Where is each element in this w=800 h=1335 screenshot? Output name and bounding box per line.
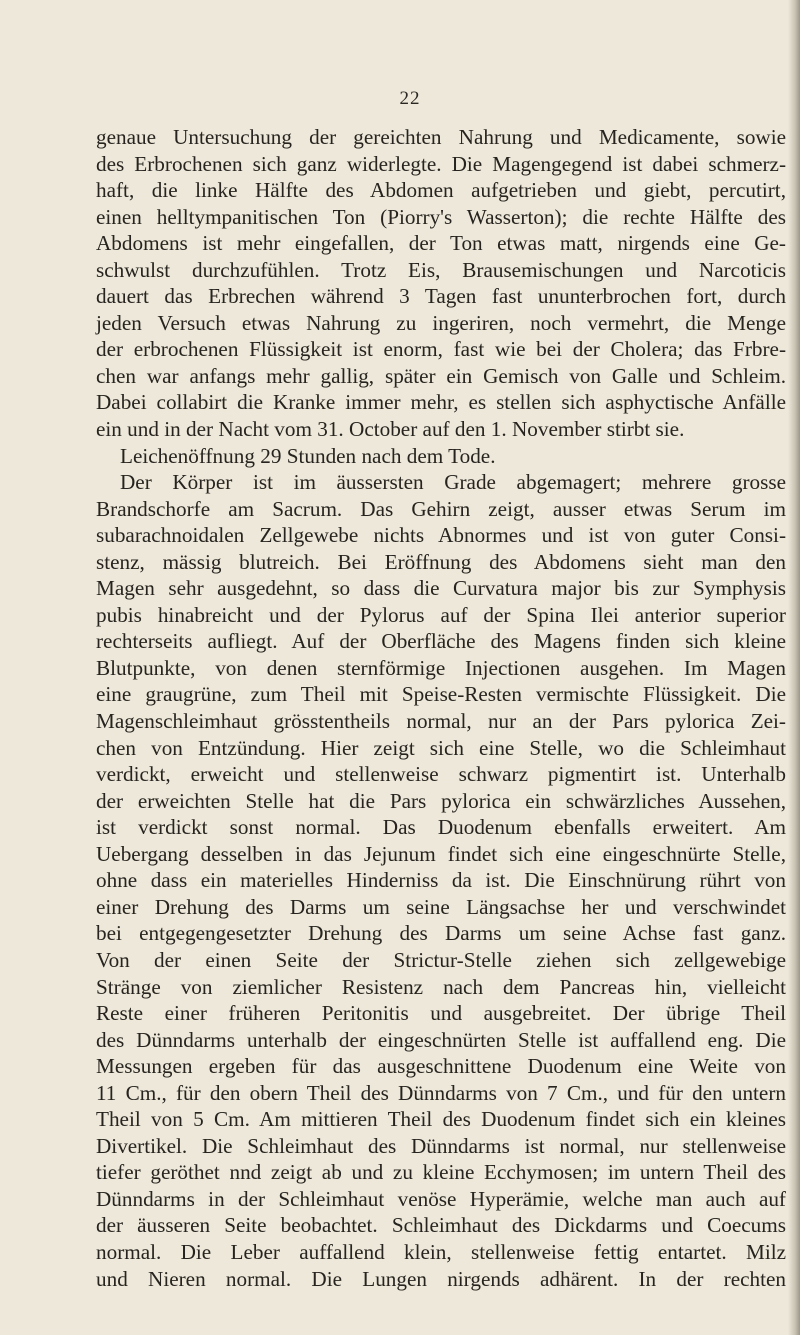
text-line: Stränge von ziemlicher Resistenz nach dem Pancreas hin, vielleicht [96,974,786,999]
text-line: chen war anfangs mehr gallig, später ein Gemisch von Galle und Schleim. [96,363,786,388]
text-line: Der Körper ist im äussersten Grade abgemagert; mehrere grosse [120,470,786,495]
text-line: ohne dass ein materielles Hinderniss da ist. Die Einschnürung rührt von [96,868,786,893]
text-line: der äusseren Seite beobachtet. Schleimhaut des Dickdarms und Coecums [96,1213,786,1238]
text-line: ein und in der Nacht vom 31. October auf den 1. November stirbt sie. [96,417,685,442]
text-line: stenz, mässig blutreich. Bei Eröffnung des Abdomens sieht man den [96,549,786,574]
text-line: Brandschorfe am Sacrum. Das Gehirn zeigt, ausser etwas Serum im [96,496,786,521]
section-heading: Leichenöffnung 29 Stunden nach dem Tode. [120,443,496,468]
text-line: Abdomens ist mehr eingefallen, der Ton etwas matt, nirgends eine Ge- [96,231,786,256]
text-line: schwulst durchzufühlen. Trotz Eis, Brausemischungen und Narcoticis [96,257,786,282]
page-edge-shadow [788,0,800,1335]
text-line: Magen sehr ausgedehnt, so dass die Curvatura major bis zur Symphysis [96,576,786,601]
text-line: Uebergang desselben in das Jejunum findet sich eine eingeschnürte Stelle, [96,841,786,866]
text-line: jeden Versuch etwas Nahrung zu ingeriren, noch vermehrt, die Menge [96,310,786,335]
text-line: rechterseits aufliegt. Auf der Oberfläche des Magens finden sich kleine [96,629,786,654]
text-line: Dünndarms in der Schleimhaut venöse Hyperämie, welche man auch auf [96,1186,786,1211]
text-line: dauert das Erbrechen während 3 Tagen fast ununterbrochen fort, durch [96,284,786,309]
text-line: Messungen ergeben für das ausgeschnittene Duodenum eine Weite von [96,1054,786,1079]
text-line: des Erbrochenen sich ganz widerlegte. Die Magengegend ist dabei schmerz- [96,151,786,176]
text-line: Blutpunkte, von denen sternförmige Injectionen ausgehen. Im Magen [96,655,786,680]
text-line: genaue Untersuchung der gereichten Nahrung und Medicamente, sowie [96,125,786,149]
text-line: Reste einer früheren Peritonitis und ausgebreitet. Der übrige Theil [96,1001,786,1026]
text-line: haft, die linke Hälfte des Abdomen aufgetrieben und giebt, percutirt, [96,178,786,203]
text-line: der erbrochenen Flüssigkeit ist enorm, fast wie bei der Cholera; das Frbre- [96,337,786,362]
text-line: Theil von 5 Cm. Am mittieren Theil des Duodenum findet sich ein kleines [96,1107,786,1132]
body-text [96,124,786,1292]
text-line: und Nieren normal. Die Lungen nirgends adhärent. In der rechten [96,1266,786,1291]
text-line: einer Drehung des Darms um seine Längsachse her und verschwindet [96,894,786,919]
text-line: Dabei collabirt die Kranke immer mehr, es stellen sich asphyctische Anfälle [96,390,786,415]
text-line: normal. Die Leber auffallend klein, stellenweise fettig entartet. Milz [96,1239,786,1264]
text-line: chen von Entzündung. Hier zeigt sich eine Stelle, wo die Schleimhaut [96,735,786,760]
text-line: subarachnoidalen Zellgewebe nichts Abnormes und ist von guter Consi- [96,523,786,548]
text-line: Von der einen Seite der Strictur-Stelle ziehen sich zellgewebige [96,947,786,972]
text-line: verdickt, erweicht und stellenweise schwarz pigmentirt ist. Unterhalb [96,762,786,787]
text-line: pubis hinabreicht und der Pylorus auf der Spina Ilei anterior superior [96,602,786,627]
text-line: der erweichten Stelle hat die Pars pylorica ein schwärzliches Aussehen, [96,788,786,813]
text-line: bei entgegengesetzter Drehung des Darms um seine Achse fast ganz. [96,921,786,946]
page-number: 22 [399,88,421,109]
text-line: Magenschleimhaut grösstentheils normal, nur an der Pars pylorica Zei- [96,709,786,734]
text-line: 11 Cm., für den obern Theil des Dünndarms von 7 Cm., und für den untern [96,1080,786,1105]
text-line: Divertikel. Die Schleimhaut des Dünndarms ist normal, nur stellenweise [96,1133,786,1158]
text-line: ist verdickt sonst normal. Das Duodenum ebenfalls erweitert. Am [96,815,786,840]
text-line: einen helltympanitischen Ton (Piorry's Wasserton); die rechte Hälfte des [96,204,786,229]
text-line: tiefer geröthet nnd zeigt ab und zu kleine Ecchymosen; im untern Theil des [96,1160,786,1185]
text-line: des Dünndarms unterhalb der eingeschnürten Stelle ist auffallend eng. Die [96,1027,786,1052]
text-line: eine graugrüne, zum Theil mit Speise-Resten vermischte Flüssigkeit. Die [96,682,786,707]
